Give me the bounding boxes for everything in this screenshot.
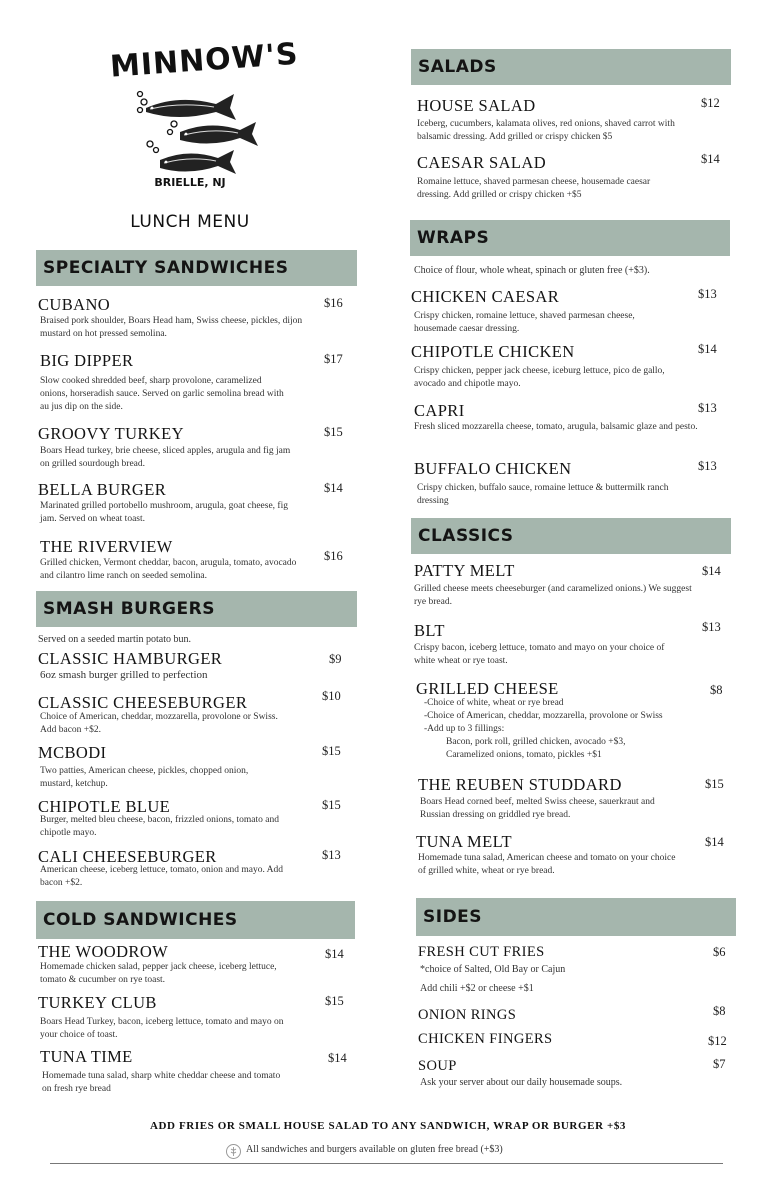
- item-name: CAPRI: [414, 401, 465, 420]
- brand-location: BRIELLE, NJ: [154, 176, 226, 189]
- item-name: TUNA TIME: [40, 1047, 133, 1066]
- item-price: $15: [322, 798, 341, 812]
- item-price: $9: [329, 652, 342, 666]
- item-desc: *choice of Salted, Old Bay or Cajun: [420, 964, 566, 975]
- item-desc: Homemade chicken salad, pepper jack cheese, iceberg lettuce, tomato & cucumber on rye toast.: [40, 962, 277, 985]
- section-note: Choice of flour, whole wheat, spinach or gluten free (+$3).: [414, 265, 650, 276]
- section-header-cold: COLD SANDWICHES: [36, 901, 355, 939]
- brand-name: MINNOW'S: [108, 36, 300, 85]
- item-price: $16: [324, 296, 343, 310]
- item-desc: Fresh sliced mozzarella cheese, tomato, arugula, balsamic glaze and pesto.: [414, 422, 698, 432]
- item-name: BUFFALO CHICKEN: [414, 459, 572, 478]
- item-desc: Homemade tuna salad, American cheese and tomato on your choice of grilled white, wheat or rye bread.: [418, 853, 676, 876]
- section-note: Served on a seeded martin potato bun.: [38, 634, 192, 645]
- item-price: $6: [713, 945, 726, 959]
- item-desc: Boars Head turkey, brie cheese, sliced apples, arugula and fig jam on grilled sourdough bread.: [40, 446, 291, 469]
- item-desc-line: -Choice of white, wheat or rye bread: [424, 698, 564, 708]
- item-price: $10: [322, 689, 341, 703]
- item-desc: Boars Head Turkey, bacon, iceberg lettuce, tomato and mayo on your choice of toast.: [40, 1017, 284, 1040]
- gluten-free-note: All sandwiches and burgers available on gluten free bread (+$3): [246, 1144, 503, 1155]
- item-name: BLT: [414, 621, 445, 640]
- item-desc: Marinated grilled portobello mushroom, arugula, goat cheese, fig jam. Served on wheat toast.: [40, 501, 288, 524]
- section-header-smash: SMASH BURGERS: [36, 591, 357, 627]
- item-name: THE REUBEN STUDDARD: [418, 775, 622, 794]
- item-desc-line: Bacon, pork roll, grilled chicken, avocado +$3,: [446, 737, 626, 747]
- item-price: $15: [705, 777, 724, 791]
- item-desc: Homemade tuna salad, sharp white cheddar cheese and tomato on fresh rye bread: [42, 1071, 281, 1094]
- item-desc: Ask your server about our daily housemade soups.: [420, 1077, 623, 1088]
- item-desc: American cheese, iceberg lettuce, tomato, onion and mayo. Add bacon +$2.: [40, 865, 284, 888]
- item-price: $14: [702, 564, 721, 578]
- item-desc: Two patties, American cheese, pickles, chopped onion, mustard, ketchup.: [40, 766, 249, 789]
- item-desc: 6oz smash burger grilled to perfection: [40, 669, 208, 681]
- item-name: BIG DIPPER: [40, 351, 134, 370]
- fish-logo-icon: [130, 88, 260, 180]
- item-name: TUNA MELT: [416, 832, 513, 851]
- item-price: $14: [325, 947, 344, 961]
- item-name: HOUSE SALAD: [417, 96, 536, 115]
- item-price: $13: [322, 848, 341, 862]
- item-price: $13: [698, 459, 717, 473]
- item-desc: Slow cooked shredded beef, sharp provolone, caramelized onions, horseradish sauce. Served on garlic semolina bread with au jus dip on the side.: [40, 376, 284, 412]
- item-desc: Crispy chicken, buffalo sauce, romaine lettuce & buttermilk ranch dressing: [417, 483, 669, 506]
- item-name: SOUP: [418, 1058, 457, 1074]
- item-price: $13: [698, 401, 717, 415]
- item-name: THE RIVERVIEW: [40, 537, 173, 556]
- item-desc: Boars Head corned beef, melted Swiss cheese, sauerkraut and Russian dressing on griddled rye bread.: [420, 797, 655, 820]
- item-price: $14: [328, 1051, 347, 1065]
- item-price: $13: [698, 287, 717, 301]
- item-desc-line: Caramelized onions, tomato, pickles +$1: [446, 750, 602, 760]
- item-name: GRILLED CHEESE: [416, 679, 559, 698]
- item-price: $14: [701, 152, 720, 166]
- section-header-sides: SIDES: [416, 898, 736, 936]
- item-name: CHICKEN FINGERS: [418, 1031, 553, 1047]
- item-price: $15: [324, 425, 343, 439]
- item-desc: Burger, melted bleu cheese, bacon, frizzled onions, tomato and chipotle mayo.: [40, 815, 279, 838]
- item-desc-line: -Choice of American, cheddar, mozzarella, provolone or Swiss: [424, 711, 663, 721]
- item-price: $17: [324, 352, 343, 366]
- item-desc: Crispy bacon, iceberg lettuce, tomato and mayo on your choice of white wheat or rye toast.: [414, 643, 665, 666]
- item-price: $12: [701, 96, 720, 110]
- item-name: CAESAR SALAD: [417, 153, 547, 172]
- item-price: $8: [713, 1004, 726, 1018]
- item-name: BELLA BURGER: [38, 480, 167, 499]
- item-price: $16: [324, 549, 343, 563]
- item-desc-line: -Add up to 3 fillings:: [424, 724, 505, 734]
- section-header-salads: SALADS: [411, 49, 731, 85]
- item-price: $15: [322, 744, 341, 758]
- menu-title: LUNCH MENU: [130, 212, 250, 232]
- item-price: $8: [710, 683, 723, 697]
- item-desc: Grilled chicken, Vermont cheddar, bacon, arugula, tomato, avocado and cilantro lime ranch on seeded semolina.: [40, 558, 297, 581]
- section-header-classics: CLASSICS: [411, 518, 731, 554]
- item-price: $12: [708, 1034, 727, 1048]
- item-price: $13: [702, 620, 721, 634]
- item-name: PATTY MELT: [414, 561, 515, 580]
- addon-note: ADD FRIES OR SMALL HOUSE SALAD TO ANY SANDWICH, WRAP OR BURGER +$3: [149, 1120, 627, 1132]
- item-desc: Braised pork shoulder, Boars Head ham, Swiss cheese, pickles, dijon mustard on hot pressed semolina.: [40, 316, 303, 339]
- gluten-free-icon: [226, 1144, 241, 1159]
- item-name: CLASSIC CHEESEBURGER: [38, 693, 248, 712]
- item-name: CHICKEN CAESAR: [411, 287, 560, 306]
- item-desc: Crispy chicken, pepper jack cheese, iceburg lettuce, pico de gallo, avocado and chipotle mayo.: [414, 366, 665, 389]
- item-name: GROOVY TURKEY: [38, 424, 184, 443]
- item-name: MCBODI: [38, 743, 107, 762]
- item-desc-extra: Add chili +$2 or cheese +$1: [420, 983, 534, 994]
- item-price: $7: [713, 1057, 726, 1071]
- item-desc: Romaine lettuce, shaved parmesan cheese, housemade caesar dressing. Add grilled or crispy chicken +$5: [417, 177, 651, 200]
- item-name: CLASSIC HAMBURGER: [38, 649, 223, 668]
- item-name: THE WOODROW: [38, 942, 169, 961]
- item-name: ONION RINGS: [418, 1007, 517, 1023]
- item-name: CHIPOTLE CHICKEN: [411, 342, 575, 361]
- section-header-wraps: WRAPS: [410, 220, 730, 256]
- item-name: CALI CHEESEBURGER: [38, 847, 217, 866]
- item-name: CHIPOTLE BLUE: [38, 797, 171, 816]
- item-price: $14: [705, 835, 724, 849]
- item-desc: Grilled cheese meets cheeseburger (and caramelized onions.) We suggest rye bread.: [414, 584, 692, 607]
- item-price: $14: [324, 481, 343, 495]
- item-desc: Choice of American, cheddar, mozzarella, provolone or Swiss. Add bacon +$2.: [40, 712, 278, 735]
- item-desc: Crispy chicken, romaine lettuce, shaved parmesan cheese, housemade caesar dressing.: [414, 311, 635, 334]
- item-name: TURKEY CLUB: [38, 993, 157, 1012]
- bottom-divider: [50, 1163, 723, 1164]
- item-name: FRESH CUT FRIES: [418, 944, 545, 960]
- section-header-specialty: SPECIALTY SANDWICHES: [36, 250, 357, 286]
- item-price: $15: [325, 994, 344, 1008]
- item-desc: Iceberg, cucumbers, kalamata olives, red onions, shaved carrot with balsamic dressing. Add grilled or crispy chicken $5: [417, 119, 675, 142]
- item-price: $14: [698, 342, 717, 356]
- item-name: CUBANO: [38, 295, 111, 314]
